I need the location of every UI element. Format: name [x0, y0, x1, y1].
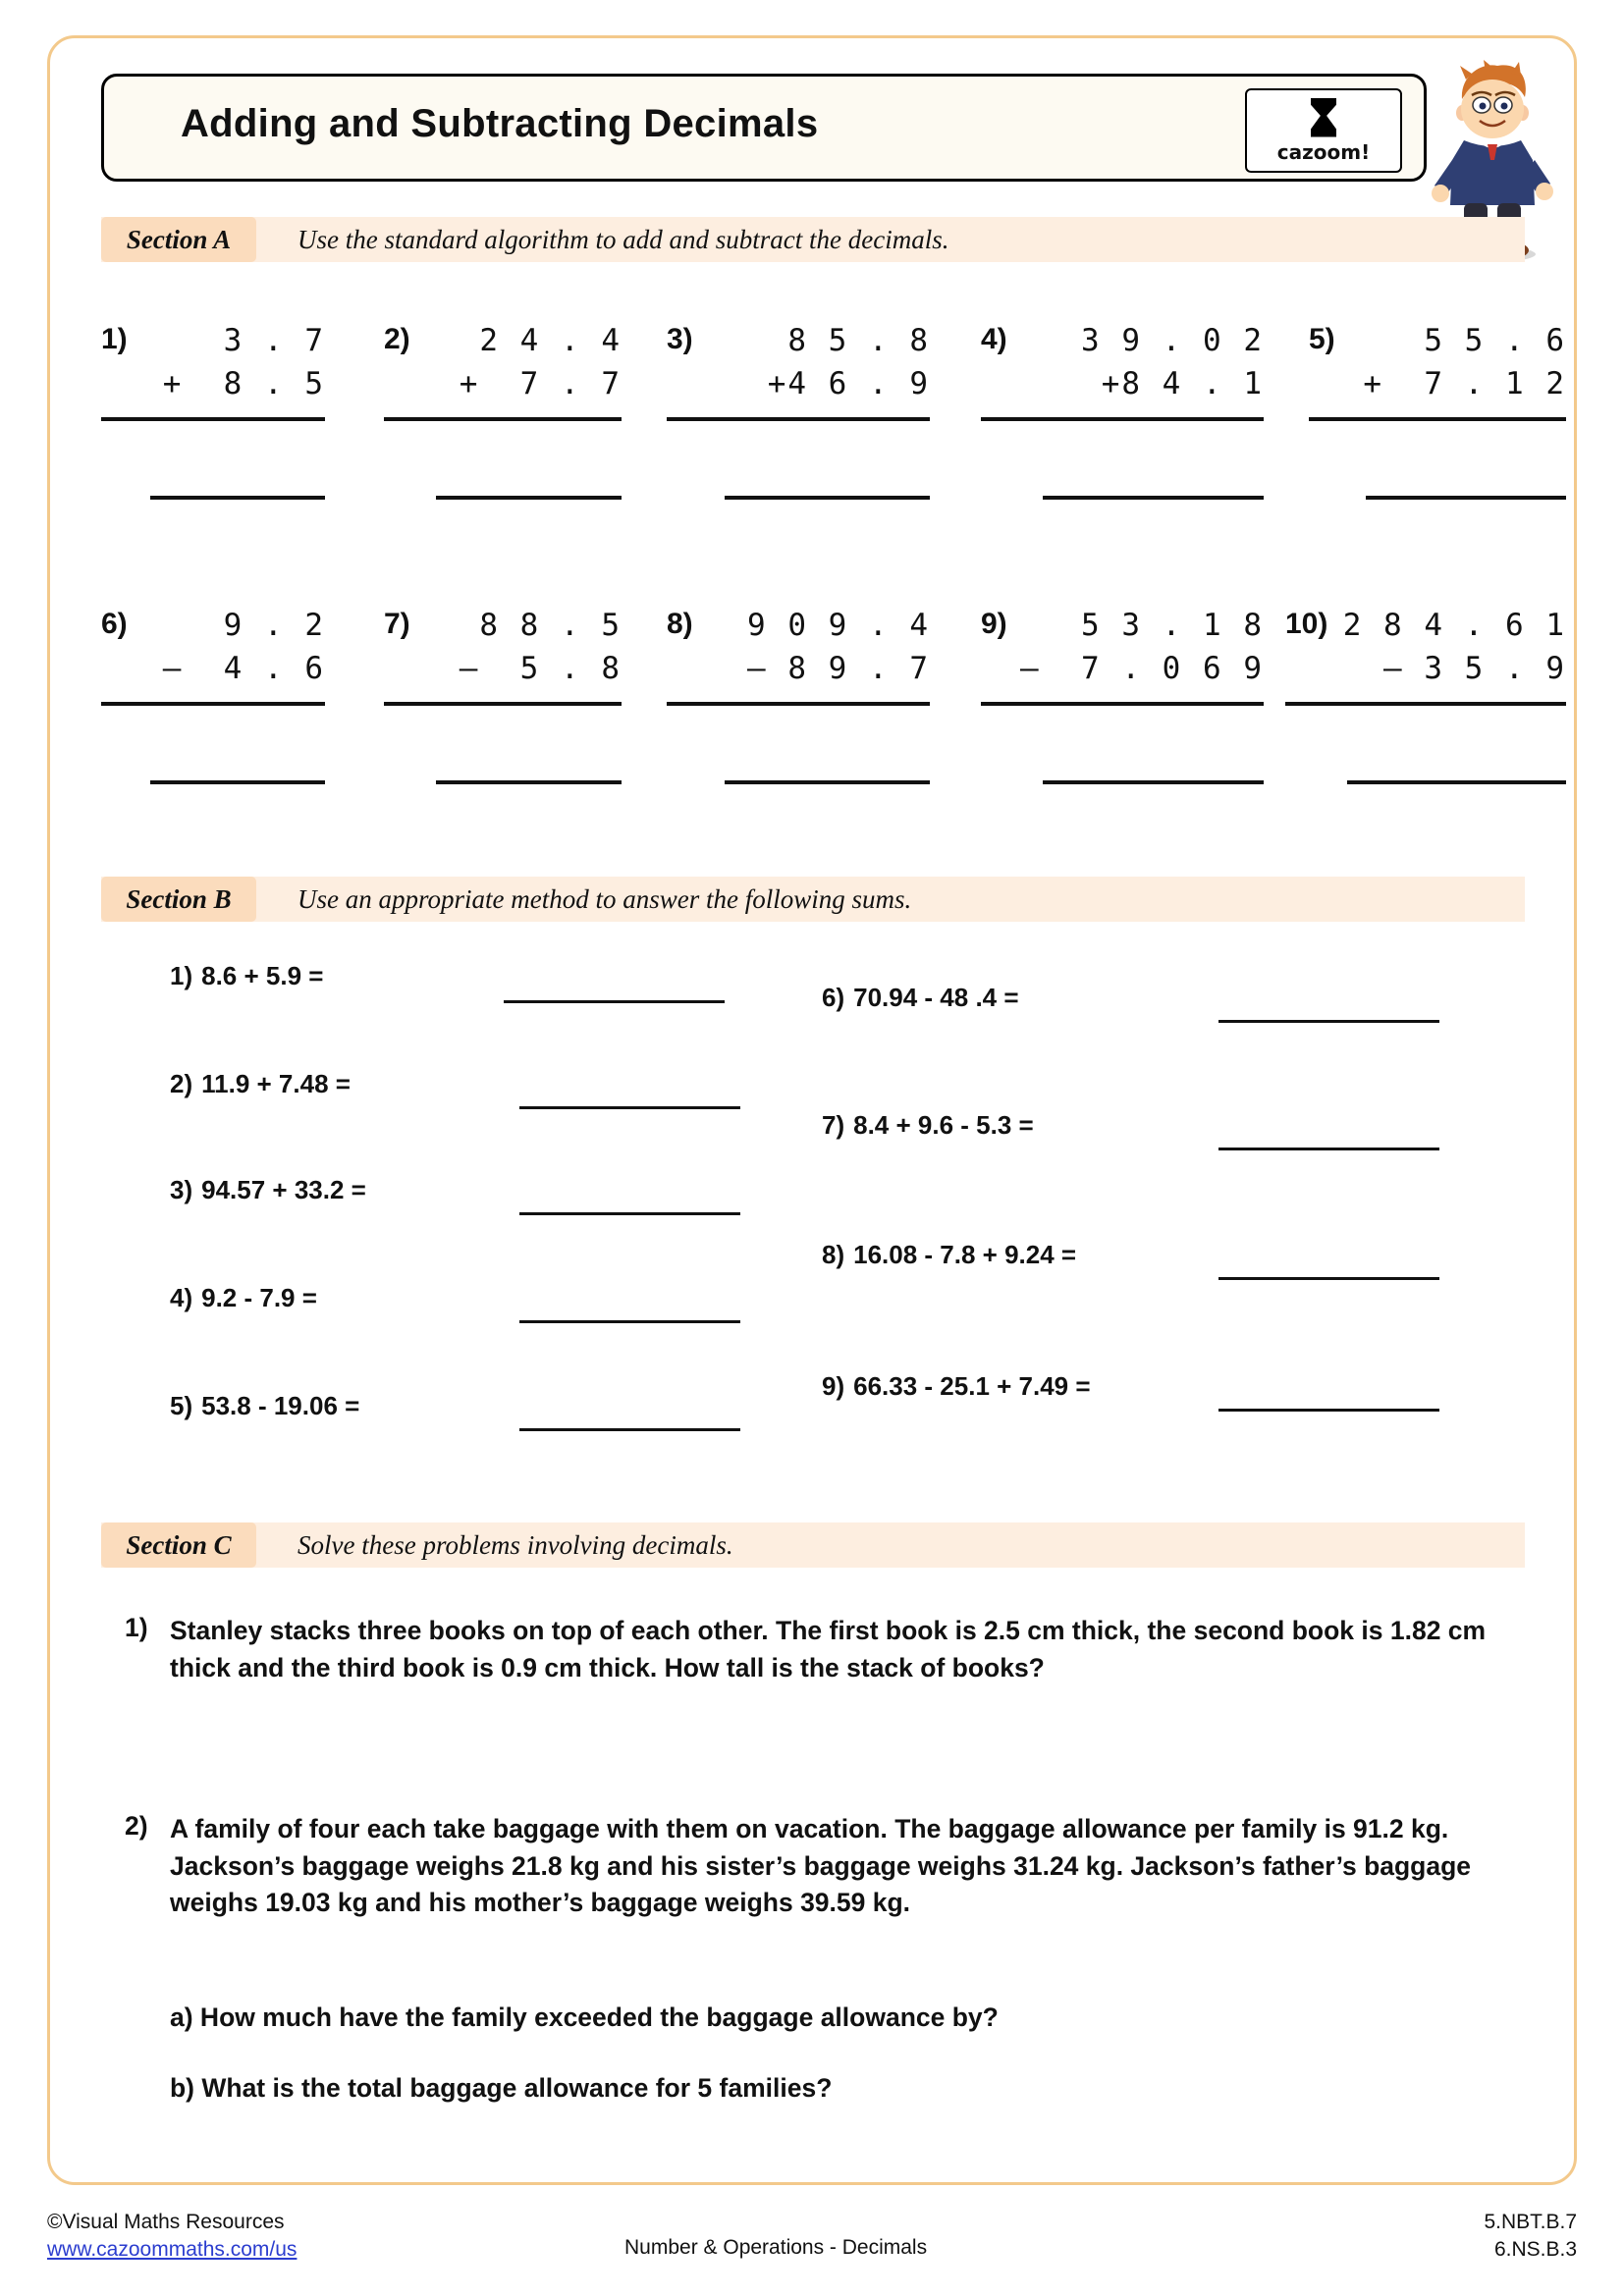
answer-rule-bottom[interactable]	[1043, 496, 1264, 500]
problem-text: 8.4 + 9.6 - 5.3 =	[853, 1110, 1034, 1140]
answer-rule-bottom[interactable]	[1366, 496, 1566, 500]
problem-a9	[981, 608, 1264, 804]
problem-number: 8)	[822, 1240, 845, 1269]
page-title: Adding and Subtracting Decimals	[181, 102, 819, 145]
problem-number: 2)	[170, 1069, 193, 1098]
problem-number: 3)	[667, 323, 693, 355]
answer-rule-bottom[interactable]	[436, 780, 622, 784]
answer-rule-top	[981, 417, 1264, 421]
section-b-tag: Section B	[101, 877, 256, 922]
problem-a6	[101, 608, 325, 804]
problem-c2-text: A family of four each take baggage with them on vacation. The baggage allowance per family is 91.2 kg. Jackson’s baggage weighs 21.8 kg and his sister’s baggage weighs 31.24 kg. Jackson’s father’s baggage weighs 19.03 kg and his mother’s baggage weighs 39.59 kg.	[170, 1814, 1472, 1918]
problem-text: 53.8 - 19.06 =	[201, 1391, 360, 1420]
operand-top: 9 0 9 . 4	[747, 608, 930, 643]
website-link[interactable]: www.cazoommaths.com/us	[47, 2238, 298, 2262]
operand-bottom: – 3 5 . 9	[1383, 651, 1566, 686]
problem-text: 16.08 - 7.8 + 9.24 =	[853, 1240, 1077, 1269]
operand-bottom: – 8 9 . 7	[747, 651, 930, 686]
operand-top: 5 3 . 1 8	[1081, 608, 1264, 643]
problem-a5	[1309, 323, 1566, 519]
answer-rule-top	[1309, 417, 1566, 421]
problem-number: 10)	[1285, 608, 1328, 640]
problem-b2	[170, 1069, 351, 1099]
section-c-description: Solve these problems involving decimals.	[298, 1530, 733, 1560]
title-bar	[101, 74, 1427, 182]
standard-code-1: 5.NBT.B.7	[1484, 2211, 1577, 2233]
problem-c1-number: 1)	[125, 1613, 148, 1642]
operand-top: 3 9 . 0 2	[1081, 323, 1264, 358]
answer-line-b5[interactable]	[519, 1428, 740, 1431]
operand-top: 2 4 . 4	[479, 323, 622, 358]
problem-a4	[981, 323, 1264, 519]
problem-text: 94.57 + 33.2 =	[201, 1175, 366, 1204]
problem-a8	[667, 608, 930, 804]
problem-b6	[822, 983, 1019, 1013]
problem-text: 70.94 - 48 .4 =	[853, 983, 1019, 1012]
operand-bottom: + 8 . 5	[162, 366, 325, 401]
answer-rule-bottom[interactable]	[1043, 780, 1264, 784]
problem-c1-text: Stanley stacks three books on top of each other. The first book is 2.5 cm thick, the second book is 1.82 cm thick and the third book is 0.9 cm thick. How tall is the stack of books?	[170, 1616, 1487, 1682]
operand-bottom: + 7 . 7	[459, 366, 622, 401]
section-a-tag: Section A	[101, 217, 256, 262]
problem-number: 2)	[384, 323, 410, 355]
problem-number: 9)	[981, 608, 1007, 640]
answer-rule-top	[101, 417, 325, 421]
answer-rule-top	[981, 702, 1264, 706]
answer-rule-top	[667, 417, 930, 421]
answer-line-b6[interactable]	[1218, 1020, 1439, 1023]
operand-bottom: +4 6 . 9	[767, 366, 930, 401]
answer-rule-bottom[interactable]	[150, 496, 325, 500]
problem-number: 1)	[101, 323, 128, 355]
problem-number: 6)	[822, 983, 845, 1012]
problem-a3	[667, 323, 930, 519]
problem-b1	[170, 961, 323, 991]
problem-c2-part-b: b) What is the total baggage allowance for 5 families?	[170, 2073, 833, 2103]
answer-rule-bottom[interactable]	[436, 496, 622, 500]
answer-line-b8[interactable]	[1218, 1277, 1439, 1280]
problem-number: 7)	[822, 1110, 845, 1140]
answer-rule-bottom[interactable]	[725, 780, 930, 784]
operand-bottom: – 4 . 6	[162, 651, 325, 686]
answer-rule-bottom[interactable]	[150, 780, 325, 784]
operand-top: 9 . 2	[223, 608, 325, 643]
problem-b3	[170, 1175, 366, 1205]
operand-bottom: +8 4 . 1	[1101, 366, 1264, 401]
problem-number: 8)	[667, 608, 693, 640]
problem-number: 1)	[170, 961, 193, 990]
problem-b5	[170, 1391, 359, 1421]
operand-bottom: – 5 . 8	[459, 651, 622, 686]
answer-rule-top	[384, 702, 622, 706]
footer-left	[47, 2209, 297, 2265]
problem-number: 7)	[384, 608, 410, 640]
problem-number: 5)	[1309, 323, 1335, 355]
answer-rule-top	[1285, 702, 1566, 706]
copyright-text: ©Visual Maths Resources	[47, 2211, 285, 2233]
section-a-description: Use the standard algorithm to add and subtract the decimals.	[298, 225, 949, 254]
problem-c2-number: 2)	[125, 1811, 148, 1841]
problem-number: 5)	[170, 1391, 193, 1420]
answer-line-b9[interactable]	[1218, 1409, 1439, 1412]
problem-number: 4)	[170, 1283, 193, 1312]
problem-number: 9)	[822, 1371, 845, 1401]
standard-code-2: 6.NS.B.3	[1493, 2238, 1577, 2262]
answer-rule-bottom[interactable]	[1347, 780, 1566, 784]
answer-line-b4[interactable]	[519, 1320, 740, 1323]
problem-text: 8.6 + 5.9 =	[201, 961, 324, 990]
answer-rule-bottom[interactable]	[725, 496, 930, 500]
problem-number: 4)	[981, 323, 1007, 355]
section-b-description: Use an appropriate method to answer the following sums.	[298, 884, 912, 914]
problem-a10	[1285, 608, 1566, 804]
operand-bottom: – 7 . 0 6 9	[1020, 651, 1264, 686]
answer-line-b2[interactable]	[519, 1106, 740, 1109]
problem-text: 11.9 + 7.48 =	[201, 1069, 351, 1098]
problem-a7	[384, 608, 622, 804]
operand-top: 5 5 . 6	[1424, 323, 1566, 358]
problem-text: 66.33 - 25.1 + 7.49 =	[853, 1371, 1091, 1401]
footer-standards	[1484, 2209, 1577, 2265]
answer-line-b3[interactable]	[519, 1212, 740, 1215]
problem-b7	[822, 1110, 1034, 1141]
problem-text: 9.2 - 7.9 =	[201, 1283, 317, 1312]
problem-number: 3)	[170, 1175, 193, 1204]
answer-rule-top	[384, 417, 622, 421]
operand-top: 3 . 7	[223, 323, 325, 358]
hourglass-icon	[1311, 98, 1336, 137]
answer-rule-top	[101, 702, 325, 706]
problem-b8	[822, 1240, 1076, 1270]
problem-number: 6)	[101, 608, 128, 640]
logo-wordmark: cazoom!	[1276, 139, 1371, 164]
worksheet-page	[47, 35, 1577, 2185]
operand-bottom: + 7 . 1 2	[1363, 366, 1566, 401]
section-c-tag: Section C	[101, 1522, 256, 1568]
problem-a2	[384, 323, 622, 519]
problem-b9	[822, 1371, 1091, 1402]
cazoom-logo	[1245, 88, 1402, 173]
problem-b4	[170, 1283, 317, 1313]
problem-c2-part-a: a) How much have the family exceeded the baggage allowance by?	[170, 2002, 999, 2032]
problem-a1	[101, 323, 325, 519]
operand-top: 2 8 4 . 6 1	[1342, 608, 1566, 643]
operand-top: 8 8 . 5	[479, 608, 622, 643]
answer-rule-top	[667, 702, 930, 706]
answer-line-b7[interactable]	[1218, 1148, 1439, 1150]
footer-topic: Number & Operations - Decimals	[624, 2236, 928, 2259]
answer-line-b1[interactable]	[504, 1000, 725, 1003]
operand-top: 8 5 . 8	[787, 323, 930, 358]
